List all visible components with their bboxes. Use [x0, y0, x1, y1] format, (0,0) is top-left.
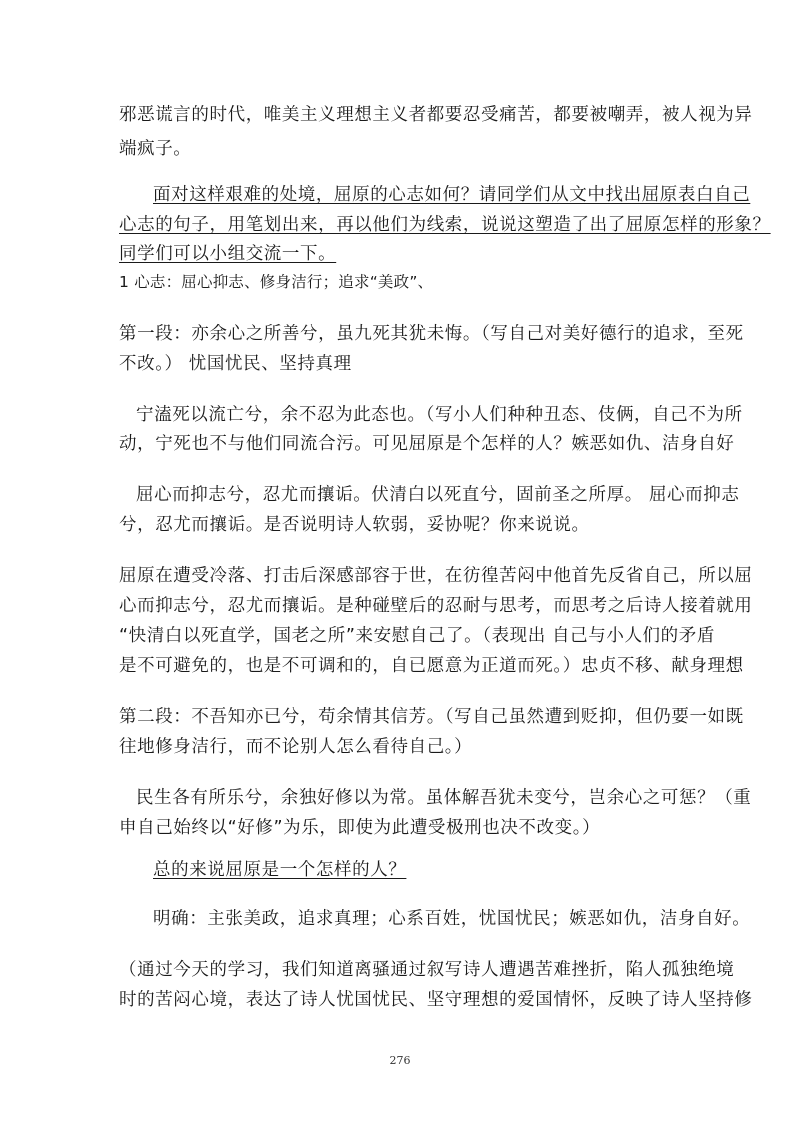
text-line: 时的苦闷心境，表达了诗人忧国忧民、坚守理想的爱国情怀，反映了诗人坚持修 [119, 990, 753, 1010]
question-line: 心志的句子，用笔划出来，再以他们为线索，说说这塑造了出了屈原怎样的形象？ [119, 215, 771, 235]
text-line: 心而抑志兮，忍尤而攘诟。是种碰壁后的忍耐与思考，而思考之后诗人接着就用 [119, 596, 753, 616]
text-line: 屈原在遭受冷落、打击后深感部容于世，在彷徨苦闷中他首先反省自己，所以屈 [119, 566, 753, 586]
question-line: 面对这样艰难的处境，屈原的心志如何？请同学们从文中找出屈原表白自己 [153, 185, 751, 205]
text-line: “快清白以死直学，国老之所”来安慰自己了。（表现出 自己与小人们的矛盾 [119, 626, 715, 646]
question-line: 总的来说屈原是一个怎样的人？ [153, 860, 407, 880]
text-line: 1 心志：屈心抑志、修身洁行；追求“美政”、 [119, 273, 434, 291]
text-line: 明确：主张美政，追求真理；心系百姓，忧国忧民；嫉恶如仇，洁身自好。 [153, 909, 751, 929]
text-line: 申自己始终以“好修”为乐，即使为此遭受极刑也决不改变。） [119, 818, 601, 838]
text-line: 民生各有所乐兮，余独好修以为常。虽体解吾犹未变兮，岂余心之可惩？（重 [136, 788, 752, 808]
text-line: 第一段：亦余心之所善兮，虽九死其犹未悔。（写自己对美好德行的追求，至死 [119, 324, 744, 344]
text-line: （通过今天的学习，我们知道离骚通过叙写诗人遭遇苦难挫折，陷人孤独绝境 [119, 960, 735, 980]
text-line: 端疯子。 [119, 139, 192, 159]
text-line: 动，宁死也不与他们同流合污。可见屈原是个怎样的人？嫉恶如仇、洁身自好 [119, 434, 735, 454]
text-line: 屈心而抑志兮，忍尤而攘诟。伏清白以死直兮，固前圣之所厚。 屈心而抑志 [136, 485, 740, 505]
question-line: 同学们可以小组交流一下。 [119, 244, 337, 264]
text-line: 第二段：不吾知亦已兮，苟余情其信芳。（写自己虽然遭到贬抑，但仍要一如既 [119, 707, 744, 727]
text-line: 不改。） 忧国忧民、坚持真理 [119, 354, 352, 374]
text-line: 是不可避免的，也是不可调和的，自已愿意为正道而死。）忠贞不移、献身理想 [119, 656, 744, 676]
text-line: 邪恶谎言的时代，唯美主义理想主义者都要忍受痛苦，都要被嘲弄，被人视为异 [119, 105, 753, 125]
text-line: 宁溘死以流亡兮，余不忍为此态也。（写小人们种种丑态、伎俩，自己不为所 [136, 405, 743, 425]
page-number: 276 [389, 1054, 411, 1067]
text-line: 兮，忍尤而攘诟。是否说明诗人软弱，妥协呢？你来说说。 [119, 515, 590, 535]
text-line: 往地修身洁行，而不论别人怎么看待自己。） [119, 737, 473, 757]
